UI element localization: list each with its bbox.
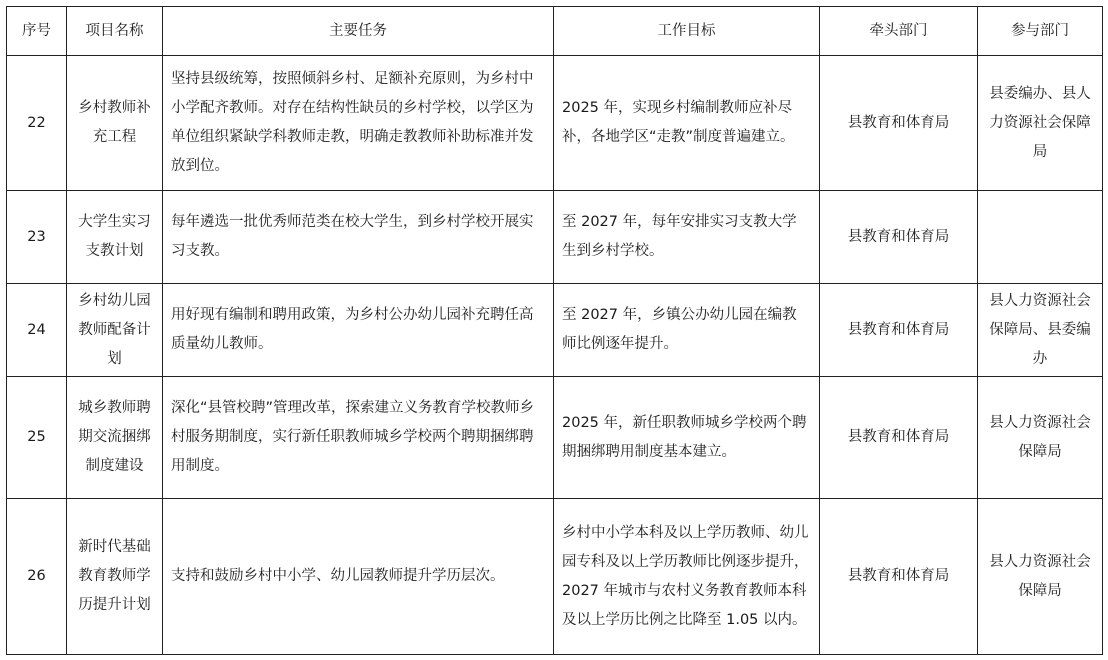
table-row <box>7 284 1103 377</box>
table-row <box>7 499 1103 655</box>
row-participants: 县人力资源社会保障局 <box>978 377 1103 499</box>
row-task: 坚持县级统筹，按照倾斜乡村、足额补充原则，为乡村中小学配齐教师。对存在结构性缺员的乡村学校，以学区为单位组织紧缺学科教师走教，明确走教教师补助标准并发放到位。 <box>163 56 554 191</box>
project-table <box>6 6 1103 655</box>
row-task: 用好现有编制和聘用政策，为乡村公办幼儿园补充聘任高质量幼儿教师。 <box>163 284 554 377</box>
header-goal: 工作目标 <box>554 7 820 56</box>
row-lead: 县教育和体育局 <box>820 284 978 377</box>
row-no: 23 <box>7 191 67 284</box>
row-goal: 2025 年，实现乡村编制教师应补尽补，各地学区“走教”制度普遍建立。 <box>554 56 820 191</box>
row-project-name: 乡村幼儿园教师配备计划 <box>67 284 163 377</box>
row-participants <box>978 191 1103 284</box>
header-no: 序号 <box>7 7 67 56</box>
header-lead: 牵头部门 <box>820 7 978 56</box>
table-row <box>7 56 1103 191</box>
row-task: 深化“县管校聘”管理改革，探索建立义务教育学校教师乡村服务期制度，实行新任职教师城乡学校两个聘期捆绑聘用制度。 <box>163 377 554 499</box>
row-participants: 县委编办、县人力资源社会保障局 <box>978 56 1103 191</box>
row-no: 26 <box>7 499 67 655</box>
row-lead: 县教育和体育局 <box>820 377 978 499</box>
row-goal: 乡村中小学本科及以上学历教师、幼儿园专科及以上学历教师比例逐步提升，2027 年城市与农村义务教育教师本科及以上学历比例之比降至 1.05 以内。 <box>554 499 820 655</box>
row-project-name: 大学生实习支教计划 <box>67 191 163 284</box>
row-lead: 县教育和体育局 <box>820 56 978 191</box>
row-lead: 县教育和体育局 <box>820 499 978 655</box>
row-no: 22 <box>7 56 67 191</box>
row-project-name: 乡村教师补充工程 <box>67 56 163 191</box>
row-goal: 2025 年，新任职教师城乡学校两个聘期捆绑聘用制度基本建立。 <box>554 377 820 499</box>
table-row <box>7 191 1103 284</box>
header-name: 项目名称 <box>67 7 163 56</box>
table-header-row <box>7 7 1103 56</box>
row-goal: 至 2027 年，每年安排实习支教大学生到乡村学校。 <box>554 191 820 284</box>
row-participants: 县人力资源社会保障局、县委编办 <box>978 284 1103 377</box>
row-task: 支持和鼓励乡村中小学、幼儿园教师提升学历层次。 <box>163 499 554 655</box>
row-no: 25 <box>7 377 67 499</box>
row-task: 每年遴选一批优秀师范类在校大学生，到乡村学校开展实习支教。 <box>163 191 554 284</box>
row-participants: 县人力资源社会保障局 <box>978 499 1103 655</box>
document-page <box>6 6 1103 655</box>
row-lead: 县教育和体育局 <box>820 191 978 284</box>
row-project-name: 新时代基础教育教师学历提升计划 <box>67 499 163 655</box>
row-goal: 至 2027 年，乡镇公办幼儿园在编教师比例逐年提升。 <box>554 284 820 377</box>
header-participants: 参与部门 <box>978 7 1103 56</box>
table-row <box>7 377 1103 499</box>
row-project-name: 城乡教师聘期交流捆绑制度建设 <box>67 377 163 499</box>
header-task: 主要任务 <box>163 7 554 56</box>
row-no: 24 <box>7 284 67 377</box>
